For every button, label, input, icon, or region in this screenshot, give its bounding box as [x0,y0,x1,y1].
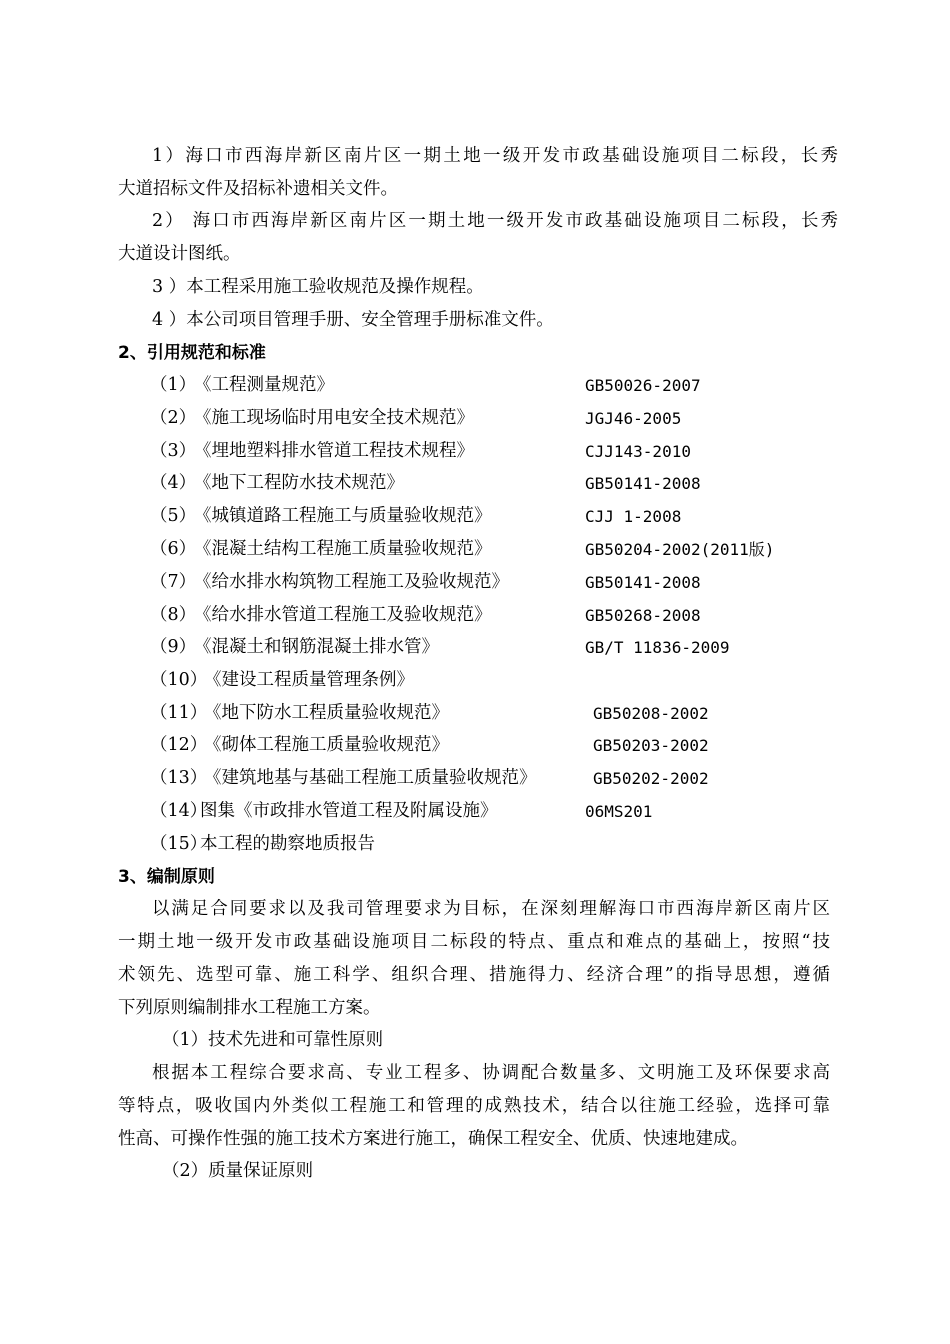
reference-number: （10） [150,670,208,690]
reference-number: （9） [150,637,197,657]
reference-code: GB50202-2002 [593,769,709,788]
reference-title: 图集《市政排水管道工程及附属设施》 [200,801,498,821]
reference-row [150,729,850,762]
reference-row [150,566,850,599]
basis-item4: 4 ）本公司项目管理手册、安全管理手册标准文件。 [152,310,554,330]
reference-code: CJJ 1-2008 [585,507,682,526]
reference-number: （6） [150,539,197,559]
reference-title: 《城镇道路工程施工与质量验收规范》 [194,506,492,526]
reference-number: （3） [150,441,197,461]
section3-para1-line3: 术领先、选型可靠、施工科学、组织合理、措施得力、经济合理”的指导思想，遵循 [118,965,830,985]
reference-title: 《砌体工程施工质量验收规范》 [204,735,449,755]
reference-code: GB50141-2008 [585,474,701,493]
reference-number: （7） [150,572,197,592]
reference-row [150,467,850,500]
reference-title: 《地下工程防水技术规范》 [194,473,404,493]
reference-title: 本工程的勘察地质报告 [200,834,375,854]
reference-code: GB/T 11836-2009 [585,638,730,657]
reference-number: （15） [150,834,208,854]
reference-row [150,697,850,730]
section3-heading: 3、编制原则 [118,867,215,887]
reference-title: 《地下防水工程质量验收规范》 [204,703,449,723]
reference-code: JGJ46-2005 [585,409,682,428]
reference-number: （11） [150,703,208,723]
reference-code: CJJ143-2010 [585,442,691,461]
reference-code: 06MS201 [585,802,653,821]
reference-title: 《混凝土结构工程施工质量验收规范》 [194,539,492,559]
reference-row [150,828,850,861]
reference-title: 《给水排水构筑物工程施工及验收规范》 [194,572,509,592]
reference-row [150,500,850,533]
reference-code: GB50203-2002 [593,736,709,755]
reference-row [150,435,850,468]
reference-title: 《混凝土和钢筋混凝土排水管》 [194,637,439,657]
reference-row [150,762,850,795]
reference-row [150,402,850,435]
reference-row [150,795,850,828]
section3-para2-line2: 等特点，吸收国内外类似工程施工和管理的成熟技术，结合以往施工经验，选择可靠 [118,1096,830,1116]
reference-number: （12） [150,735,208,755]
reference-row [150,631,850,664]
section3-sub1-heading: （1）技术先进和可靠性原则 [162,1030,384,1050]
section3-para1-line2: 一期土地一级开发市政基础设施项目二标段的特点、重点和难点的基础上，按照“技 [118,932,830,952]
basis-item1-line2: 大道招标文件及招标补遗相关文件。 [118,179,398,199]
basis-item3: 3 ）本工程采用施工验收规范及操作规程。 [152,277,484,297]
reference-number: （8） [150,605,197,625]
reference-number: （1） [150,375,197,395]
section3-para2-line3: 性高、可操作性强的施工技术方案进行施工，确保工程安全、优质、快速地建成。 [118,1129,748,1149]
basis-item2-line1: 2） 海口市西海岸新区南片区一期土地一级开发市政基础设施项目二标段，长秀 [152,211,838,231]
section3-para1-line4: 下列原则编制排水工程施工方案。 [118,998,381,1018]
reference-number: （5） [150,506,197,526]
reference-code: GB50268-2008 [585,606,701,625]
reference-title: 《给水排水管道工程施工及验收规范》 [194,605,492,625]
reference-title: 《建筑地基与基础工程施工质量验收规范》 [204,768,537,788]
section3-para1-line1: 以满足合同要求以及我司管理要求为目标，在深刻理解海口市西海岸新区南片区 [152,899,830,919]
reference-title: 《埋地塑料排水管道工程技术规程》 [194,441,474,461]
reference-row [150,599,850,632]
reference-code: GB50208-2002 [593,704,709,723]
reference-row [150,369,850,402]
reference-number: （13） [150,768,208,788]
reference-number: （14） [150,801,208,821]
basis-item1-line1: 1）海口市西海岸新区南片区一期土地一级开发市政基础设施项目二标段，长秀 [152,146,838,166]
reference-title: 《施工现场临时用电安全技术规范》 [194,408,474,428]
section3-sub2-heading: （2）质量保证原则 [162,1161,314,1181]
reference-code: GB50204-2002(2011版) [585,540,775,559]
basis-item2-line2: 大道设计图纸。 [118,244,241,264]
section2-heading: 2、引用规范和标准 [118,343,266,363]
section3-para2-line1: 根据本工程综合要求高、专业工程多、协调配合数量多、文明施工及环保要求高 [152,1063,830,1083]
reference-title: 《建设工程质量管理条例》 [204,670,414,690]
reference-title: 《工程测量规范》 [194,375,334,395]
reference-number: （4） [150,473,197,493]
reference-number: （2） [150,408,197,428]
reference-code: GB50141-2008 [585,573,701,592]
reference-row [150,533,850,566]
reference-code: GB50026-2007 [585,376,701,395]
reference-row [150,664,850,697]
